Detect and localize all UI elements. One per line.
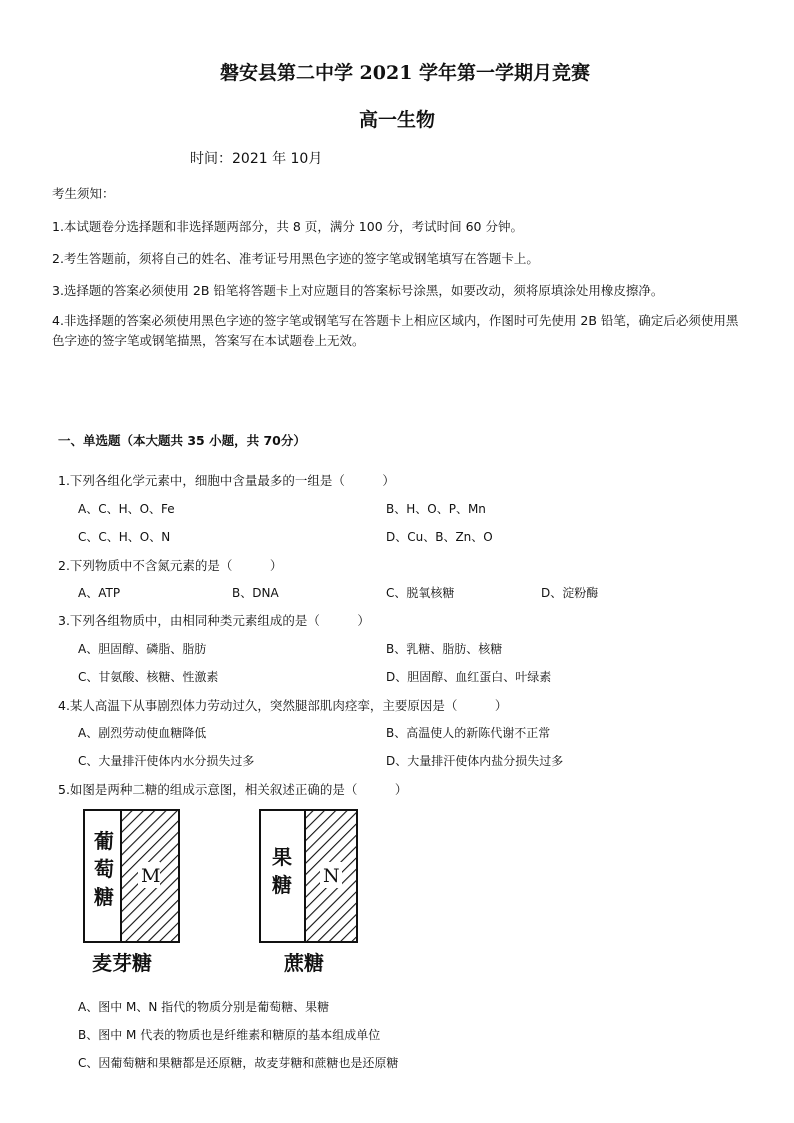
option: D、Cu、B、Zn、O: [386, 530, 493, 544]
exam-title: 磐安县第二中学 2021 学年第一学期月竞赛: [219, 62, 591, 84]
maltose-caption: 麦芽糖: [92, 951, 152, 975]
section-heading: 一、单选题（本大题共 35 小题，共 70分）: [58, 433, 306, 448]
fructose-char: 糖: [272, 873, 292, 897]
m-label: M: [141, 865, 161, 887]
option: A、C、H、O、Fe: [78, 502, 175, 516]
question-stem: 2.下列物质中不含氮元素的是（ ）: [58, 558, 283, 573]
option: C、大量排汗使体内水分损失过多: [78, 754, 255, 768]
exam-subtitle: 高一生物: [358, 109, 435, 131]
question-stem: 1.下列各组化学元素中，细胞中含量最多的一组是（ ）: [58, 473, 395, 488]
notice-item: 2.考生答题前，须将自己的姓名、准考证号用黑色字迹的签字笔或钢笔填写在答题卡上。: [52, 251, 539, 266]
notice-item: 3.选择题的答案必须使用 2B 铅笔将答题卡上对应题目的答案标号涂黑，如要改动，须将原填涂处用橡皮擦净。: [52, 283, 664, 298]
option: A、图中 M、N 指代的物质分别是葡萄糖、果糖: [78, 1000, 330, 1014]
option: D、淀粉酶: [541, 586, 599, 600]
exam-time: 时间：2021 年 10月: [190, 151, 323, 167]
option: B、H、O、P、Mn: [386, 502, 486, 516]
option: A、ATP: [78, 586, 121, 600]
option: B、高温使人的新陈代谢不正常: [386, 726, 551, 740]
option: B、图中 M 代表的物质也是纤维素和糖原的基本组成单位: [78, 1028, 381, 1042]
glucose-char: 糖: [94, 885, 114, 909]
glucose-char: 葡: [94, 829, 114, 853]
question-stem: 3.下列各组物质中，由相同种类元素组成的是（ ）: [58, 613, 370, 628]
option: A、胆固醇、磷脂、脂肪: [78, 642, 207, 656]
option: C、甘氨酸、核糖、性激素: [78, 670, 219, 684]
fructose-char: 果: [272, 845, 292, 869]
sucrose-caption: 蔗糖: [284, 951, 324, 975]
option: B、DNA: [232, 586, 279, 600]
option: C、因葡萄糖和果糖都是还原糖，故麦芽糖和蔗糖也是还原糖: [78, 1056, 399, 1070]
question-stem: 4.某人高温下从事剧烈体力劳动过久，突然腿部肌肉痉挛，主要原因是（ ）: [58, 698, 508, 713]
option: D、胆固醇、血红蛋白、叶绿素: [386, 670, 552, 684]
option: A、剧烈劳动使血糖降低: [78, 726, 207, 740]
option: C、脱氧核糖: [386, 586, 455, 600]
option: D、大量排汗使体内盐分损失过多: [386, 754, 564, 768]
notice-item: 1.本试题卷分选择题和非选择题两部分，共 8 页，满分 100 分，考试时间 60 分钟。: [52, 219, 523, 234]
disaccharide-figure: [70, 804, 370, 982]
n-label: N: [323, 865, 340, 887]
glucose-char: 萄: [94, 857, 114, 881]
sucrose-diagram: [260, 810, 357, 975]
option: C、C、H、O、N: [78, 530, 171, 544]
notice-item: 4.非选择题的答案必须使用黑色字迹的签字笔或钢笔写在答题卡上相应区域内，作图时可先使用 2B 铅笔，确定后必须使用黑色字迹的签字笔或钢笔描黑，答案写在本试题卷上无效。: [52, 313, 739, 348]
maltose-diagram: [84, 810, 179, 975]
question-stem: 5.如图是两种二糖的组成示意图，相关叙述正确的是（ ）: [58, 782, 408, 797]
option: B、乳糖、脂肪、核糖: [386, 642, 503, 656]
notice-heading: 考生须知：: [52, 186, 115, 201]
